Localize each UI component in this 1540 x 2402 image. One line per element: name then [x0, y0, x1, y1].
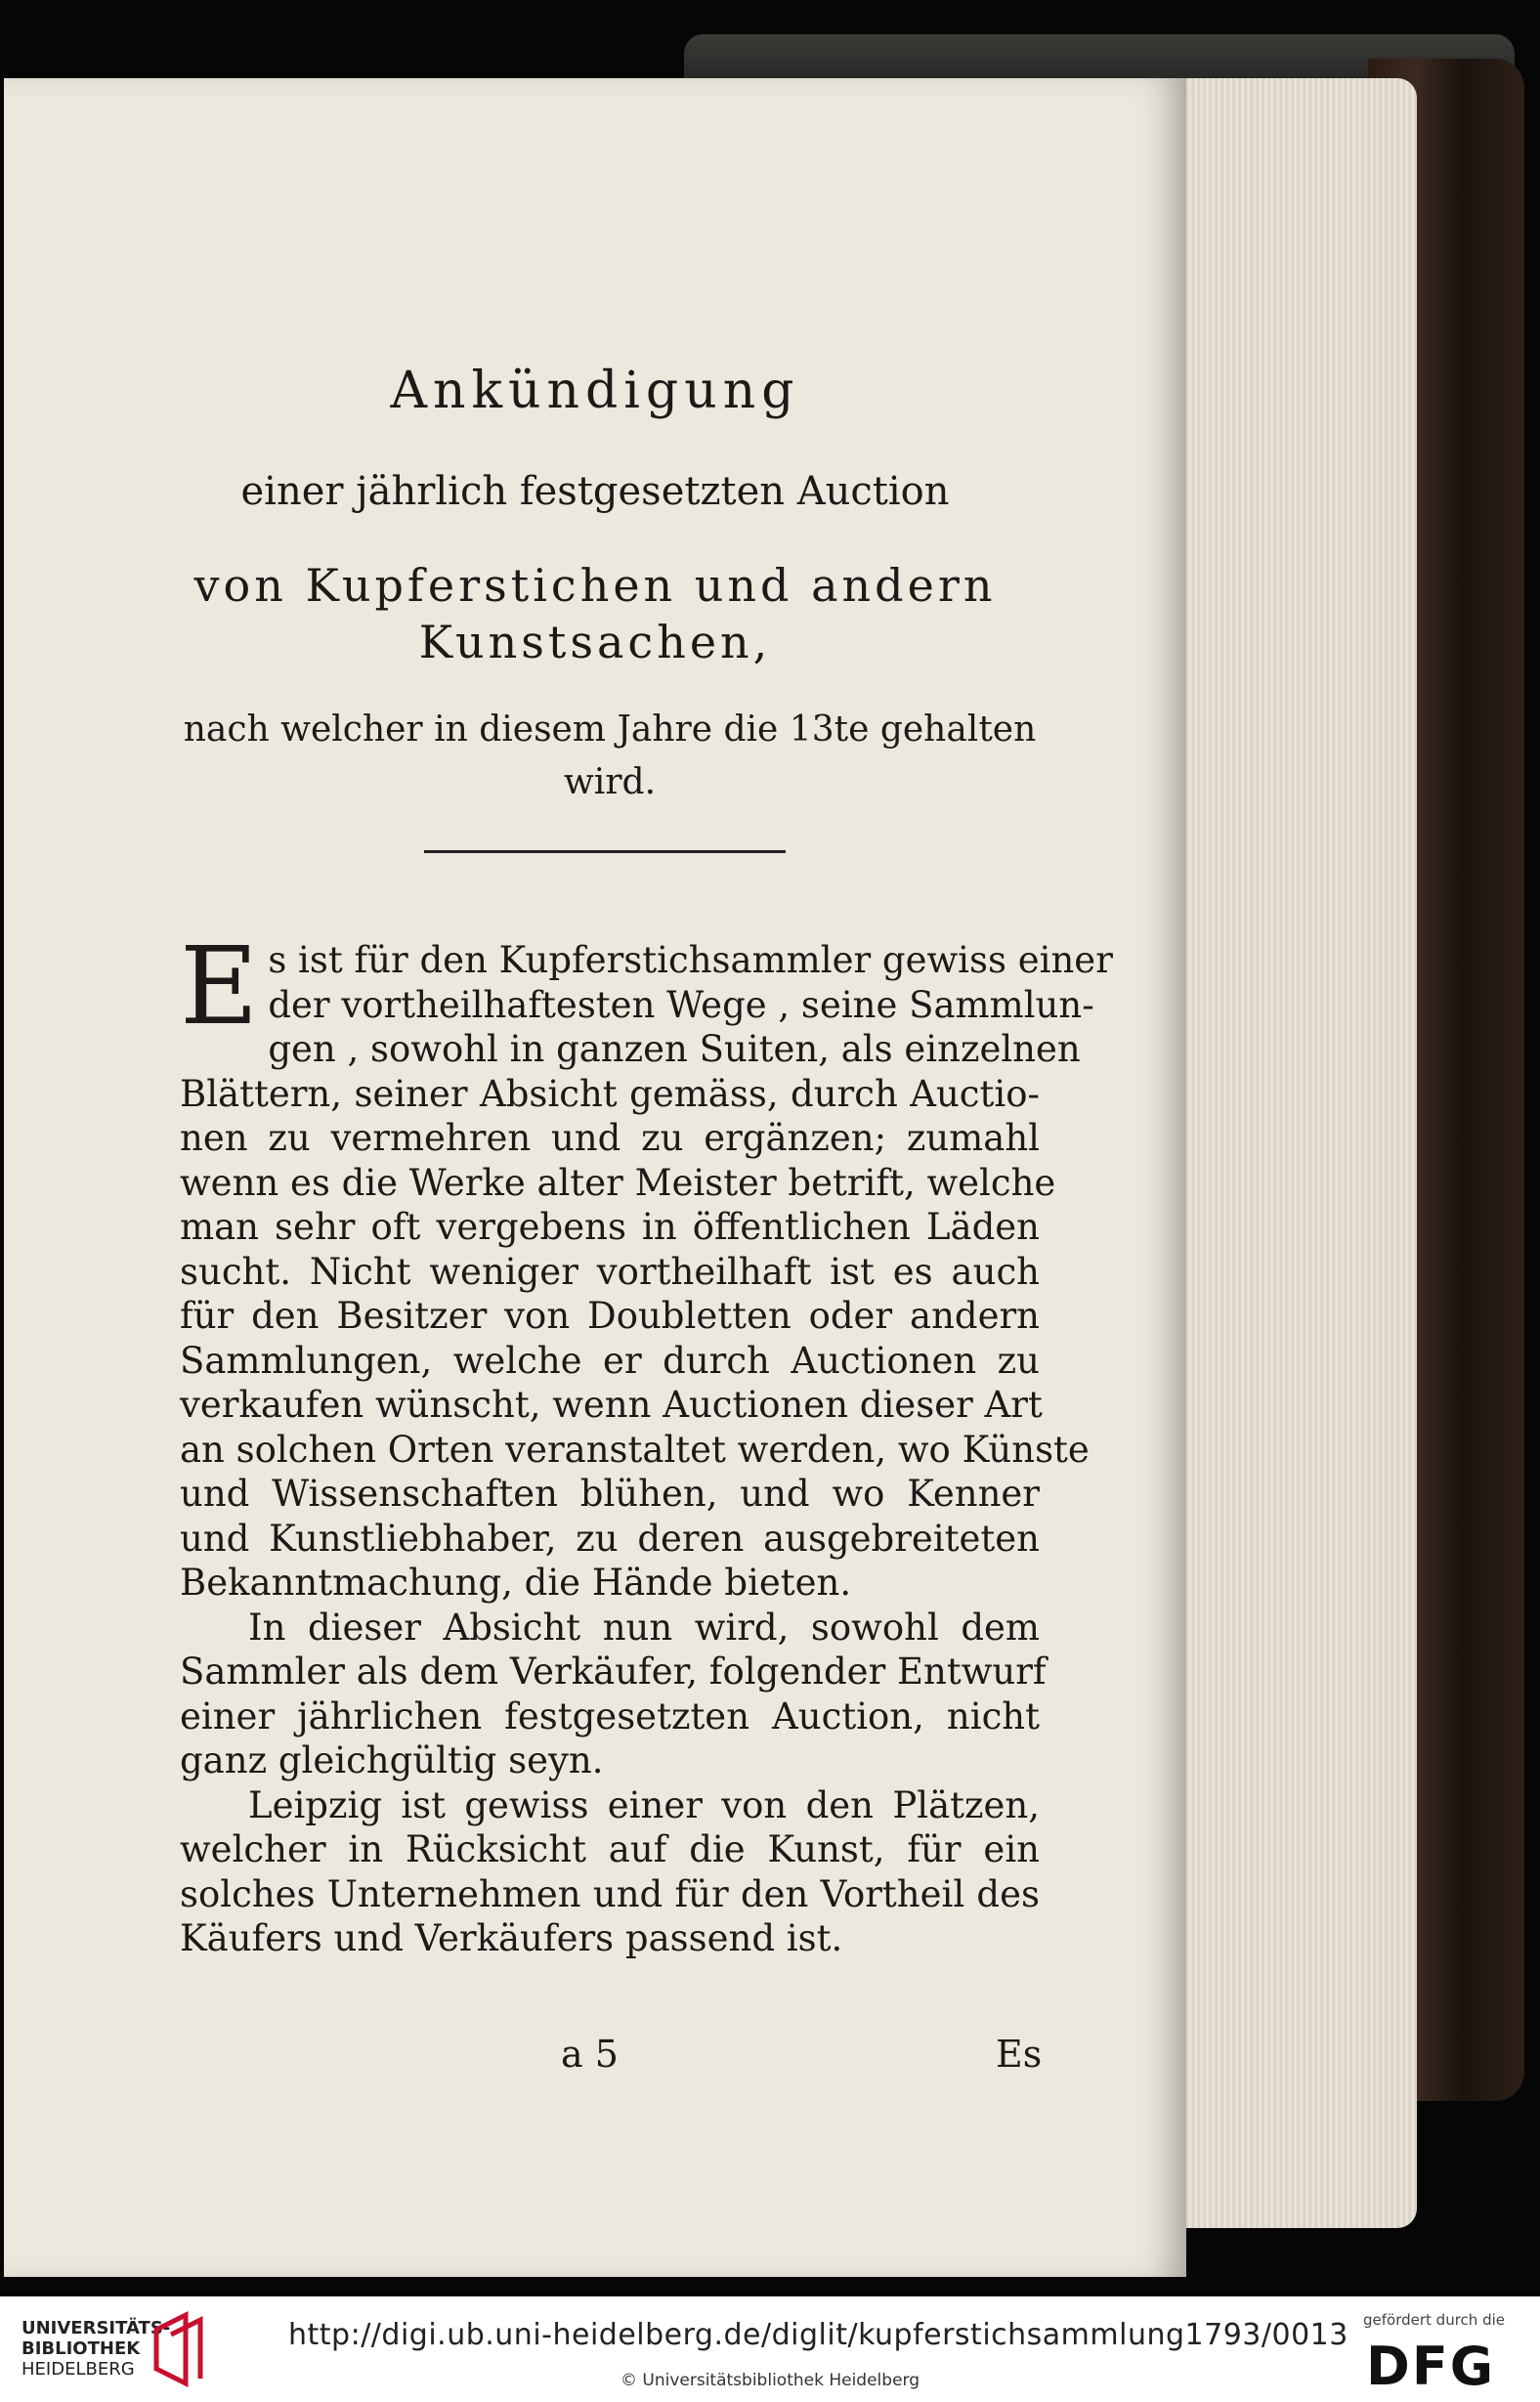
page-text — [4, 78, 1186, 2277]
body-line: für den Besitzer von Doubletten oder andern — [180, 1295, 1040, 1337]
book-page — [4, 78, 1186, 2277]
viewer-footer-bar — [0, 2296, 1540, 2402]
page-edges — [1173, 78, 1417, 2228]
body-line: und Wissenschaften blühen, und wo Kenner — [180, 1473, 1040, 1515]
body-line: nen zu vermehren und zu ergänzen; zumahl — [180, 1117, 1040, 1159]
body-line: wenn es die Werke alter Meister betrift, welche — [180, 1161, 1056, 1204]
body-line: und Kunstliebhaber, zu deren ausgebreiteten — [180, 1517, 1040, 1560]
body-line: In dieser Absicht nun wird, sowohl dem — [248, 1606, 1040, 1649]
body-line: an solchen Orten veranstaltet werden, wo Künste — [180, 1428, 1090, 1471]
body-line: ganz gleichgültig seyn. — [180, 1739, 604, 1781]
body-text — [180, 923, 1113, 1961]
library-line-3: HEIDELBERG — [21, 2359, 135, 2380]
subtitle-line-3b: wird. — [563, 762, 657, 802]
body-line: gen , sowohl in ganzen Suiten, als einzelnen — [268, 1028, 1081, 1070]
subtitle-line-2 — [4, 557, 1186, 670]
body-line: Sammlungen, welche er durch Auctionen zu — [180, 1339, 1040, 1382]
dfg-logo: DFG — [1366, 2336, 1496, 2397]
funder-note: gefördert durch die — [1363, 2311, 1505, 2329]
signature-mark: a 5 — [561, 2033, 619, 2076]
body-line: man sehr oft vergebens in öffentlichen Läden — [180, 1206, 1040, 1248]
subtitle-line-2a: von Kupferstichen und andern — [193, 559, 997, 612]
body-line: Blättern, seiner Absicht gemäss, durch Auctio- — [180, 1072, 1040, 1115]
subtitle-line-3 — [170, 704, 1049, 809]
library-line-2: BIBLIOTHEK — [21, 2338, 141, 2359]
paragraph-3 — [180, 1783, 1040, 1961]
paragraph-2 — [180, 1606, 1047, 1783]
body-line: verkaufen wünscht, wenn Auctionen dieser Art — [180, 1384, 1043, 1426]
subtitle-line-2b: Kunstsachen, — [418, 616, 772, 668]
body-line: einer jährlichen festgesetzten Auction, nicht — [180, 1694, 1040, 1737]
subtitle-line-3a: nach welcher in diesem Jahre die 13te gehalten — [183, 709, 1037, 750]
body-line: Leipzig ist gewiss einer von den Plätzen, — [248, 1783, 1040, 1826]
paragraph-1 — [180, 923, 1113, 1606]
body-line: welcher in Rücksicht auf die Kunst, für ein — [180, 1828, 1040, 1870]
copyright-text: © Universitätsbibliothek Heidelberg — [620, 2371, 920, 2390]
page-title: Ankündigung — [390, 362, 800, 420]
divider-rule — [424, 850, 786, 853]
body-line: sucht. Nicht weniger vortheilhaft ist es auch — [180, 1250, 1040, 1293]
body-line: solches Unternehmen und für den Vortheil des — [180, 1872, 1040, 1915]
body-line: Bekanntmachung, die Hände bieten. — [180, 1562, 852, 1604]
catchword: Es — [996, 2033, 1043, 2076]
library-line-1: UNIVERSITÄTS- — [21, 2318, 171, 2338]
body-line: s ist für den Kupferstichsammler gewiss einer — [268, 939, 1113, 981]
library-logo-icon — [147, 2310, 215, 2388]
drop-cap: E — [180, 923, 259, 1049]
subtitle-line-1: einer jährlich festgesetzten Auction — [240, 469, 950, 514]
body-line: Sammler als dem Verkäufer, folgender Entwurf — [180, 1651, 1047, 1693]
body-line: der vortheilhaftesten Wege , seine Sammlun- — [268, 983, 1094, 1026]
page-url-link[interactable]: http://digi.ub.uni-heidelberg.de/diglit/kupferstichsammlung1793/0013 — [288, 2318, 1348, 2352]
body-line: Käufers und Verkäufers passend ist. — [180, 1917, 843, 1959]
